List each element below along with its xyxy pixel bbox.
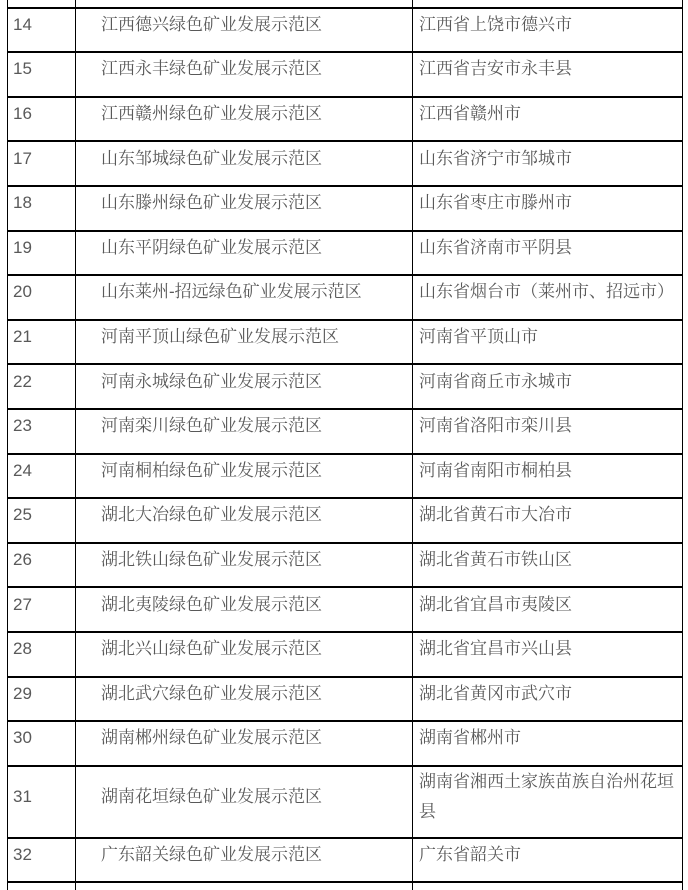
- table-row: [8, 766, 683, 838]
- location-cell: 湖北省宜昌市兴山县: [413, 632, 683, 677]
- row-index-cell: 26: [8, 543, 76, 588]
- zone-name-cell: 湖北大冶绿色矿业发展示范区: [76, 498, 413, 543]
- table-row: [8, 141, 683, 186]
- row-index-cell: 17: [8, 141, 76, 186]
- location-cell: 山东省烟台市（莱州市、招远市）: [413, 275, 683, 320]
- row-index-cell: 30: [8, 721, 76, 766]
- location-cell: 湖北省宜昌市夷陵区: [413, 587, 683, 632]
- clipped-row-bottom: [8, 882, 683, 890]
- table-row: [8, 543, 683, 588]
- zone-name-cell: 湖北兴山绿色矿业发展示范区: [76, 632, 413, 677]
- zone-name-cell: 广东韶关绿色矿业发展示范区: [76, 838, 413, 883]
- row-index-cell: 16: [8, 97, 76, 142]
- table-row: [8, 186, 683, 231]
- location-cell: 湖北省黄冈市武穴市: [413, 677, 683, 722]
- zone-name-cell: [76, 0, 413, 8]
- location-cell: 河南省商丘市永城市: [413, 364, 683, 409]
- zone-name-cell: 江西永丰绿色矿业发展示范区: [76, 52, 413, 97]
- row-index-cell: 21: [8, 320, 76, 365]
- zone-name-cell: 湖南郴州绿色矿业发展示范区: [76, 721, 413, 766]
- zone-name-cell: 河南永城绿色矿业发展示范区: [76, 364, 413, 409]
- row-index-cell: 25: [8, 498, 76, 543]
- zone-name-cell: [76, 882, 413, 890]
- location-cell: [413, 882, 683, 890]
- table-row: [8, 838, 683, 883]
- table-row: [8, 364, 683, 409]
- location-cell: 江西省赣州市: [413, 97, 683, 142]
- table-row: [8, 231, 683, 276]
- location-cell: 湖南省湘西土家族苗族自治州花垣县: [413, 766, 683, 838]
- row-index-cell: 32: [8, 838, 76, 883]
- zone-name-cell: 湖北武穴绿色矿业发展示范区: [76, 677, 413, 722]
- location-cell: 河南省平顶山市: [413, 320, 683, 365]
- table-row: [8, 52, 683, 97]
- row-index-cell: 27: [8, 587, 76, 632]
- location-cell: 山东省枣庄市滕州市: [413, 186, 683, 231]
- location-cell: [413, 0, 683, 8]
- row-index-cell: 22: [8, 364, 76, 409]
- table-row: [8, 97, 683, 142]
- table-row: [8, 409, 683, 454]
- table-row: [8, 454, 683, 499]
- location-cell: 湖北省黄石市铁山区: [413, 543, 683, 588]
- zone-name-cell: 山东邹城绿色矿业发展示范区: [76, 141, 413, 186]
- zone-name-cell: 山东平阴绿色矿业发展示范区: [76, 231, 413, 276]
- location-cell: 山东省济南市平阴县: [413, 231, 683, 276]
- row-index-cell: [8, 882, 76, 890]
- row-index-cell: 14: [8, 8, 76, 53]
- zone-name-cell: 山东滕州绿色矿业发展示范区: [76, 186, 413, 231]
- location-cell: 湖南省郴州市: [413, 721, 683, 766]
- table-row: [8, 587, 683, 632]
- zone-name-cell: 湖北铁山绿色矿业发展示范区: [76, 543, 413, 588]
- table-row: [8, 275, 683, 320]
- row-index-cell: [8, 0, 76, 8]
- row-index-cell: 18: [8, 186, 76, 231]
- table-row: [8, 8, 683, 53]
- row-index-cell: 29: [8, 677, 76, 722]
- location-cell: 江西省吉安市永丰县: [413, 52, 683, 97]
- row-index-cell: 24: [8, 454, 76, 499]
- row-index-cell: 31: [8, 766, 76, 838]
- zone-name-cell: 江西德兴绿色矿业发展示范区: [76, 8, 413, 53]
- location-cell: 河南省洛阳市栾川县: [413, 409, 683, 454]
- row-index-cell: 20: [8, 275, 76, 320]
- zone-name-cell: 河南平顶山绿色矿业发展示范区: [76, 320, 413, 365]
- row-index-cell: 28: [8, 632, 76, 677]
- zone-name-cell: 湖北夷陵绿色矿业发展示范区: [76, 587, 413, 632]
- table-row: [8, 320, 683, 365]
- row-index-cell: 19: [8, 231, 76, 276]
- location-cell: 河南省南阳市桐柏县: [413, 454, 683, 499]
- zone-name-cell: 湖南花垣绿色矿业发展示范区: [76, 766, 413, 838]
- table-row: [8, 677, 683, 722]
- table-row: [8, 632, 683, 677]
- clipped-row-top: [8, 0, 683, 8]
- table-row: [8, 498, 683, 543]
- table-row: [8, 721, 683, 766]
- location-cell: 江西省上饶市德兴市: [413, 8, 683, 53]
- zone-name-cell: 江西赣州绿色矿业发展示范区: [76, 97, 413, 142]
- location-cell: 广东省韶关市: [413, 838, 683, 883]
- location-cell: 湖北省黄石市大冶市: [413, 498, 683, 543]
- location-cell: 山东省济宁市邹城市: [413, 141, 683, 186]
- green-mining-zones-table: [7, 0, 683, 890]
- zone-name-cell: 河南栾川绿色矿业发展示范区: [76, 409, 413, 454]
- row-index-cell: 23: [8, 409, 76, 454]
- zone-name-cell: 山东莱州-招远绿色矿业发展示范区: [76, 275, 413, 320]
- zone-name-cell: 河南桐柏绿色矿业发展示范区: [76, 454, 413, 499]
- row-index-cell: 15: [8, 52, 76, 97]
